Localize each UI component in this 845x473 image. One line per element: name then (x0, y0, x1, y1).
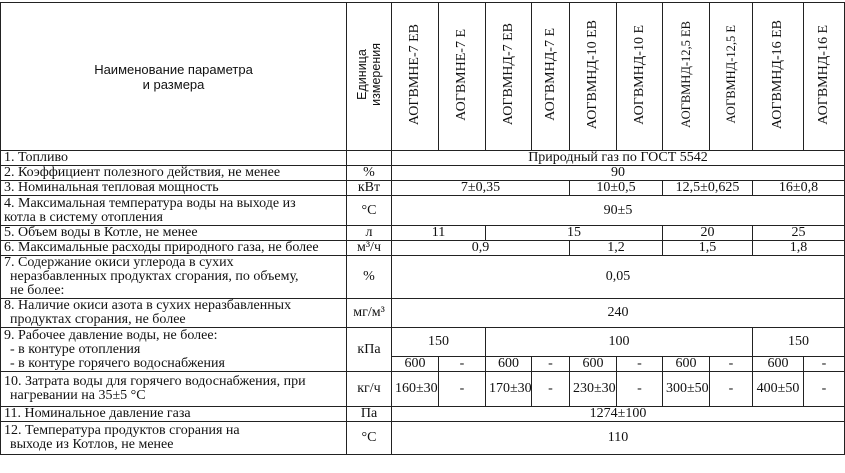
table-row (1, 151, 845, 166)
row-value: 25 (753, 226, 845, 241)
header-row (1, 3, 845, 151)
row-value: 1,2 (570, 241, 663, 256)
row-value: 10±0,5 (570, 181, 663, 196)
row-unit: % (347, 256, 392, 299)
row-name: 9. Рабочее давление воды, не более: - в контуре отопления - в контуре горячего водоснабжения (1, 328, 347, 372)
row-unit: л (347, 226, 392, 241)
row-name: 3. Номинальная тепловая мощность (1, 181, 347, 196)
row-value: 12,5±0,625 (663, 181, 753, 196)
row-value: 600 (753, 357, 804, 372)
header-model: АОГВМНД-16 ЕВ (753, 3, 804, 151)
row-value: 20 (663, 226, 753, 241)
row-value: 1,8 (753, 241, 845, 256)
row-value: - (804, 372, 845, 407)
row-unit (347, 151, 392, 166)
row-value: 90 (392, 166, 845, 181)
header-model: АОГВМНД-7 Е (532, 3, 570, 151)
row-value: - (439, 357, 486, 372)
row-value: 15 (486, 226, 663, 241)
row-name: 5. Объем воды в Котле, не менее (1, 226, 347, 241)
row-name: 10. Затрата воды для горячего водоснабжения, при нагревании на 35±5 °С (1, 372, 347, 407)
header-parameter-line1: Наименование параметра (94, 61, 253, 77)
row-value: - (710, 372, 753, 407)
table-row (1, 181, 845, 196)
row-unit: Па (347, 407, 392, 422)
table-row (1, 241, 845, 256)
table-row (1, 422, 845, 455)
header-model: АОГВМНЕ-7 Е (439, 3, 486, 151)
row-name: 1. Топливо (1, 151, 347, 166)
table-row (1, 328, 845, 357)
header-model: АОГВМНД-10 ЕВ (570, 3, 617, 151)
row-value: - (532, 372, 570, 407)
row-value: 600 (570, 357, 617, 372)
row-value: 150 (753, 328, 845, 357)
row-value: 1,5 (663, 241, 753, 256)
row-value: 170±30 (486, 372, 532, 407)
row-value: 240 (392, 299, 845, 328)
table-row (1, 226, 845, 241)
table-row (1, 256, 845, 299)
row-name: 7. Содержание окиси углерода в сухих неразбавленных продуктах сгорания, по объему, не более: (1, 256, 347, 299)
row-value: 90±5 (392, 196, 845, 226)
row-value: 150 (392, 328, 486, 357)
row-value: - (710, 357, 753, 372)
row-value: 16±0,8 (753, 181, 845, 196)
row-value: Природный газ по ГОСТ 5542 (392, 151, 845, 166)
specification-table (0, 2, 845, 455)
row-value: 160±30 (392, 372, 439, 407)
row-name: 8. Наличие окиси азота в сухих неразбавленных продуктах сгорания, не более (1, 299, 347, 328)
header-parameter-line2: и размера (142, 76, 205, 92)
row-name: 2. Коэффициент полезного действия, не менее (1, 166, 347, 181)
row-value: 300±50 (663, 372, 710, 407)
row-value: 110 (392, 422, 845, 455)
row-unit: кВт (347, 181, 392, 196)
row-value: - (617, 372, 663, 407)
header-model: АОГВМНД-12,5 Е (710, 3, 753, 151)
row-unit: °С (347, 196, 392, 226)
row-value: 230±30 (570, 372, 617, 407)
table-row (1, 166, 845, 181)
row-value: 600 (486, 357, 532, 372)
row-value: - (439, 372, 486, 407)
header-model: АОГВМНД-16 Е (804, 3, 845, 151)
row-unit: % (347, 166, 392, 181)
row-value: - (804, 357, 845, 372)
header-model: АОГВМНД-10 Е (617, 3, 663, 151)
row-value: - (532, 357, 570, 372)
row-value: - (617, 357, 663, 372)
table-row (1, 407, 845, 422)
row-name: 11. Номинальное давление газа (1, 407, 347, 422)
row-unit: кПа (347, 328, 392, 372)
row-value: 400±50 (753, 372, 804, 407)
header-model: АОГВМНЕ-7 ЕВ (392, 3, 439, 151)
row-value: 0,9 (392, 241, 570, 256)
row-value: 1274±100 (392, 407, 845, 422)
row-value: 0,05 (392, 256, 845, 299)
row-name: 12. Температура продуктов сгорания на выходе из Котлов, не менее (1, 422, 347, 455)
row-value: 600 (392, 357, 439, 372)
header-model: АОГВМНД-7 ЕВ (486, 3, 532, 151)
header-model: АОГВМНД-12,5 ЕВ (663, 3, 710, 151)
table-row (1, 299, 845, 328)
row-unit: м³/ч (347, 241, 392, 256)
row-unit: кг/ч (347, 372, 392, 407)
row-unit: мг/м³ (347, 299, 392, 328)
header-unit-text: Единица измерения (355, 43, 383, 106)
row-value: 7±0,35 (392, 181, 570, 196)
row-value: 11 (392, 226, 486, 241)
row-value: 600 (663, 357, 710, 372)
row-value: 100 (486, 328, 753, 357)
row-name: 6. Максимальные расходы природного газа, не более (1, 241, 347, 256)
header-parameter-name (1, 3, 347, 151)
table-row (1, 196, 845, 226)
table-row (1, 372, 845, 407)
row-name: 4. Максимальная температура воды на выходе из котла в систему отопления (1, 196, 347, 226)
row-unit: °С (347, 422, 392, 455)
header-unit (347, 3, 392, 151)
